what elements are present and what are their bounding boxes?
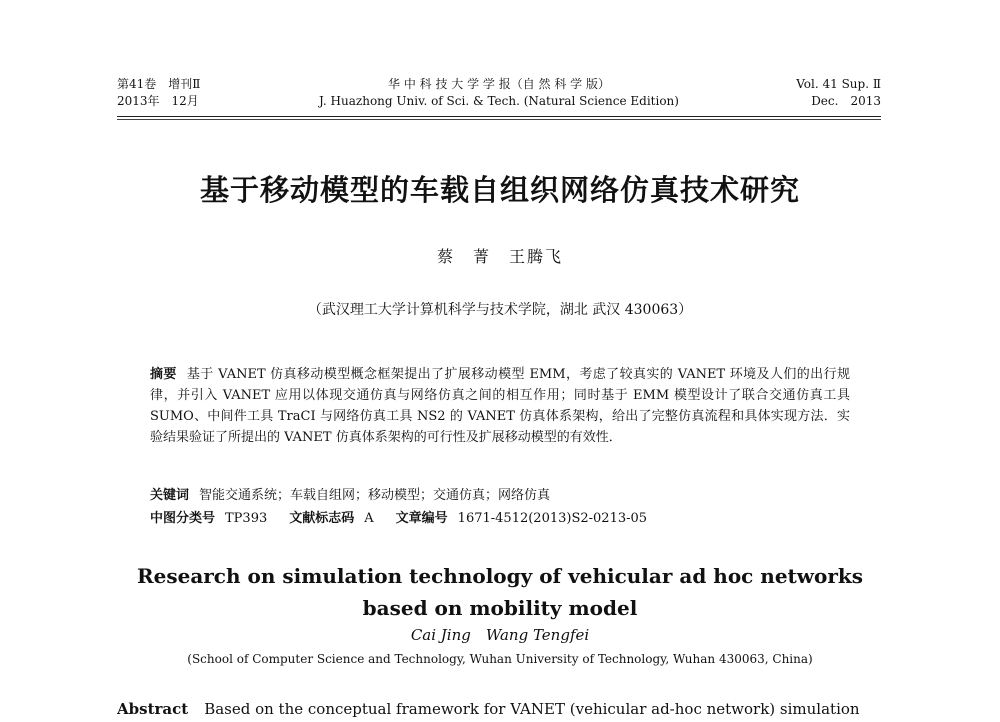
classification-line: [150, 510, 850, 528]
affiliation-cn: （武汉理工大学计算机科学与技术学院，湖北 武汉 430063）: [307, 302, 693, 318]
affiliation-en: (School of Computer Science and Technology, Wuhan University of Technology, Wuhan 430063, China): [187, 652, 813, 666]
doc-code-label: 文献标志码: [289, 511, 355, 526]
keywords-cn: [150, 487, 850, 505]
keywords-cn-label: 关键词: [150, 488, 190, 503]
header-volume-en: Vol. 41 Sup. Ⅱ: [796, 77, 881, 91]
keywords-cn-text: 智能交通系统；车载自组网；移动模型；交通仿真；网络仿真: [199, 488, 551, 503]
header-rule-thin: [117, 119, 881, 120]
abstract-en-label: Abstract: [117, 700, 189, 718]
authors-cn: 蔡 菁 王腾飞: [436, 247, 563, 266]
header-journal-cn: 华 中 科 技 大 学 学 报（自 然 科 学 版）: [388, 77, 610, 91]
article-number-label: 文章编号: [395, 511, 448, 526]
doc-code-value: A: [364, 511, 374, 526]
header-rule: [117, 116, 881, 117]
abstract-en: [117, 700, 881, 718]
header-journal-en: J. Huazhong Univ. of Sci. & Tech. (Natural Science Edition): [319, 94, 679, 108]
clc-value: TP393: [225, 511, 268, 526]
abstract-cn-label: 摘要: [150, 367, 177, 382]
article-number-value: 1671-4512(2013)S2-0213-05: [457, 511, 648, 526]
header-date-cn: 2013年 12月: [117, 94, 199, 108]
clc-label: 中图分类号: [150, 511, 216, 526]
header-date-en: Dec. 2013: [811, 94, 881, 108]
abstract-cn-text: 基于 VANET 仿真移动模型概念框架提出了扩展移动模型 EMM，考虑了较真实的 VANET 环境及人们的出行规律，并引入 VANET 应用以体现交通仿真与网络仿真之间的相互作用；同时基于 EMM 模型设计了联合交通仿真工具 SUMO、中间件工具 TraCI 与网络仿真工具 NS2 的 VANET 仿真体系架构，给出了完整仿真流程和具体实现方法．实验结果验证了所提出的 VANET 仿真体系架构的可行性及扩展移动模型的有效性．: [150, 367, 850, 445]
abstract-cn: [150, 364, 850, 448]
paper-title-en-line2: based on mobility model: [362, 596, 638, 620]
abstract-en-text: Based on the conceptual framework for VANET (vehicular ad-hoc network) simulation: [204, 700, 860, 718]
running-header: [117, 76, 881, 116]
paper-title-en: [0, 560, 1000, 624]
paper-title-en-line1: Research on simulation technology of vehicular ad hoc networks: [136, 564, 864, 588]
paper-title-cn: 基于移动模型的车载自组织网络仿真技术研究: [199, 173, 800, 207]
authors-en: Cai Jing Wang Tengfei: [410, 626, 590, 644]
header-volume-cn: 第41卷 增刊Ⅱ: [117, 77, 201, 91]
